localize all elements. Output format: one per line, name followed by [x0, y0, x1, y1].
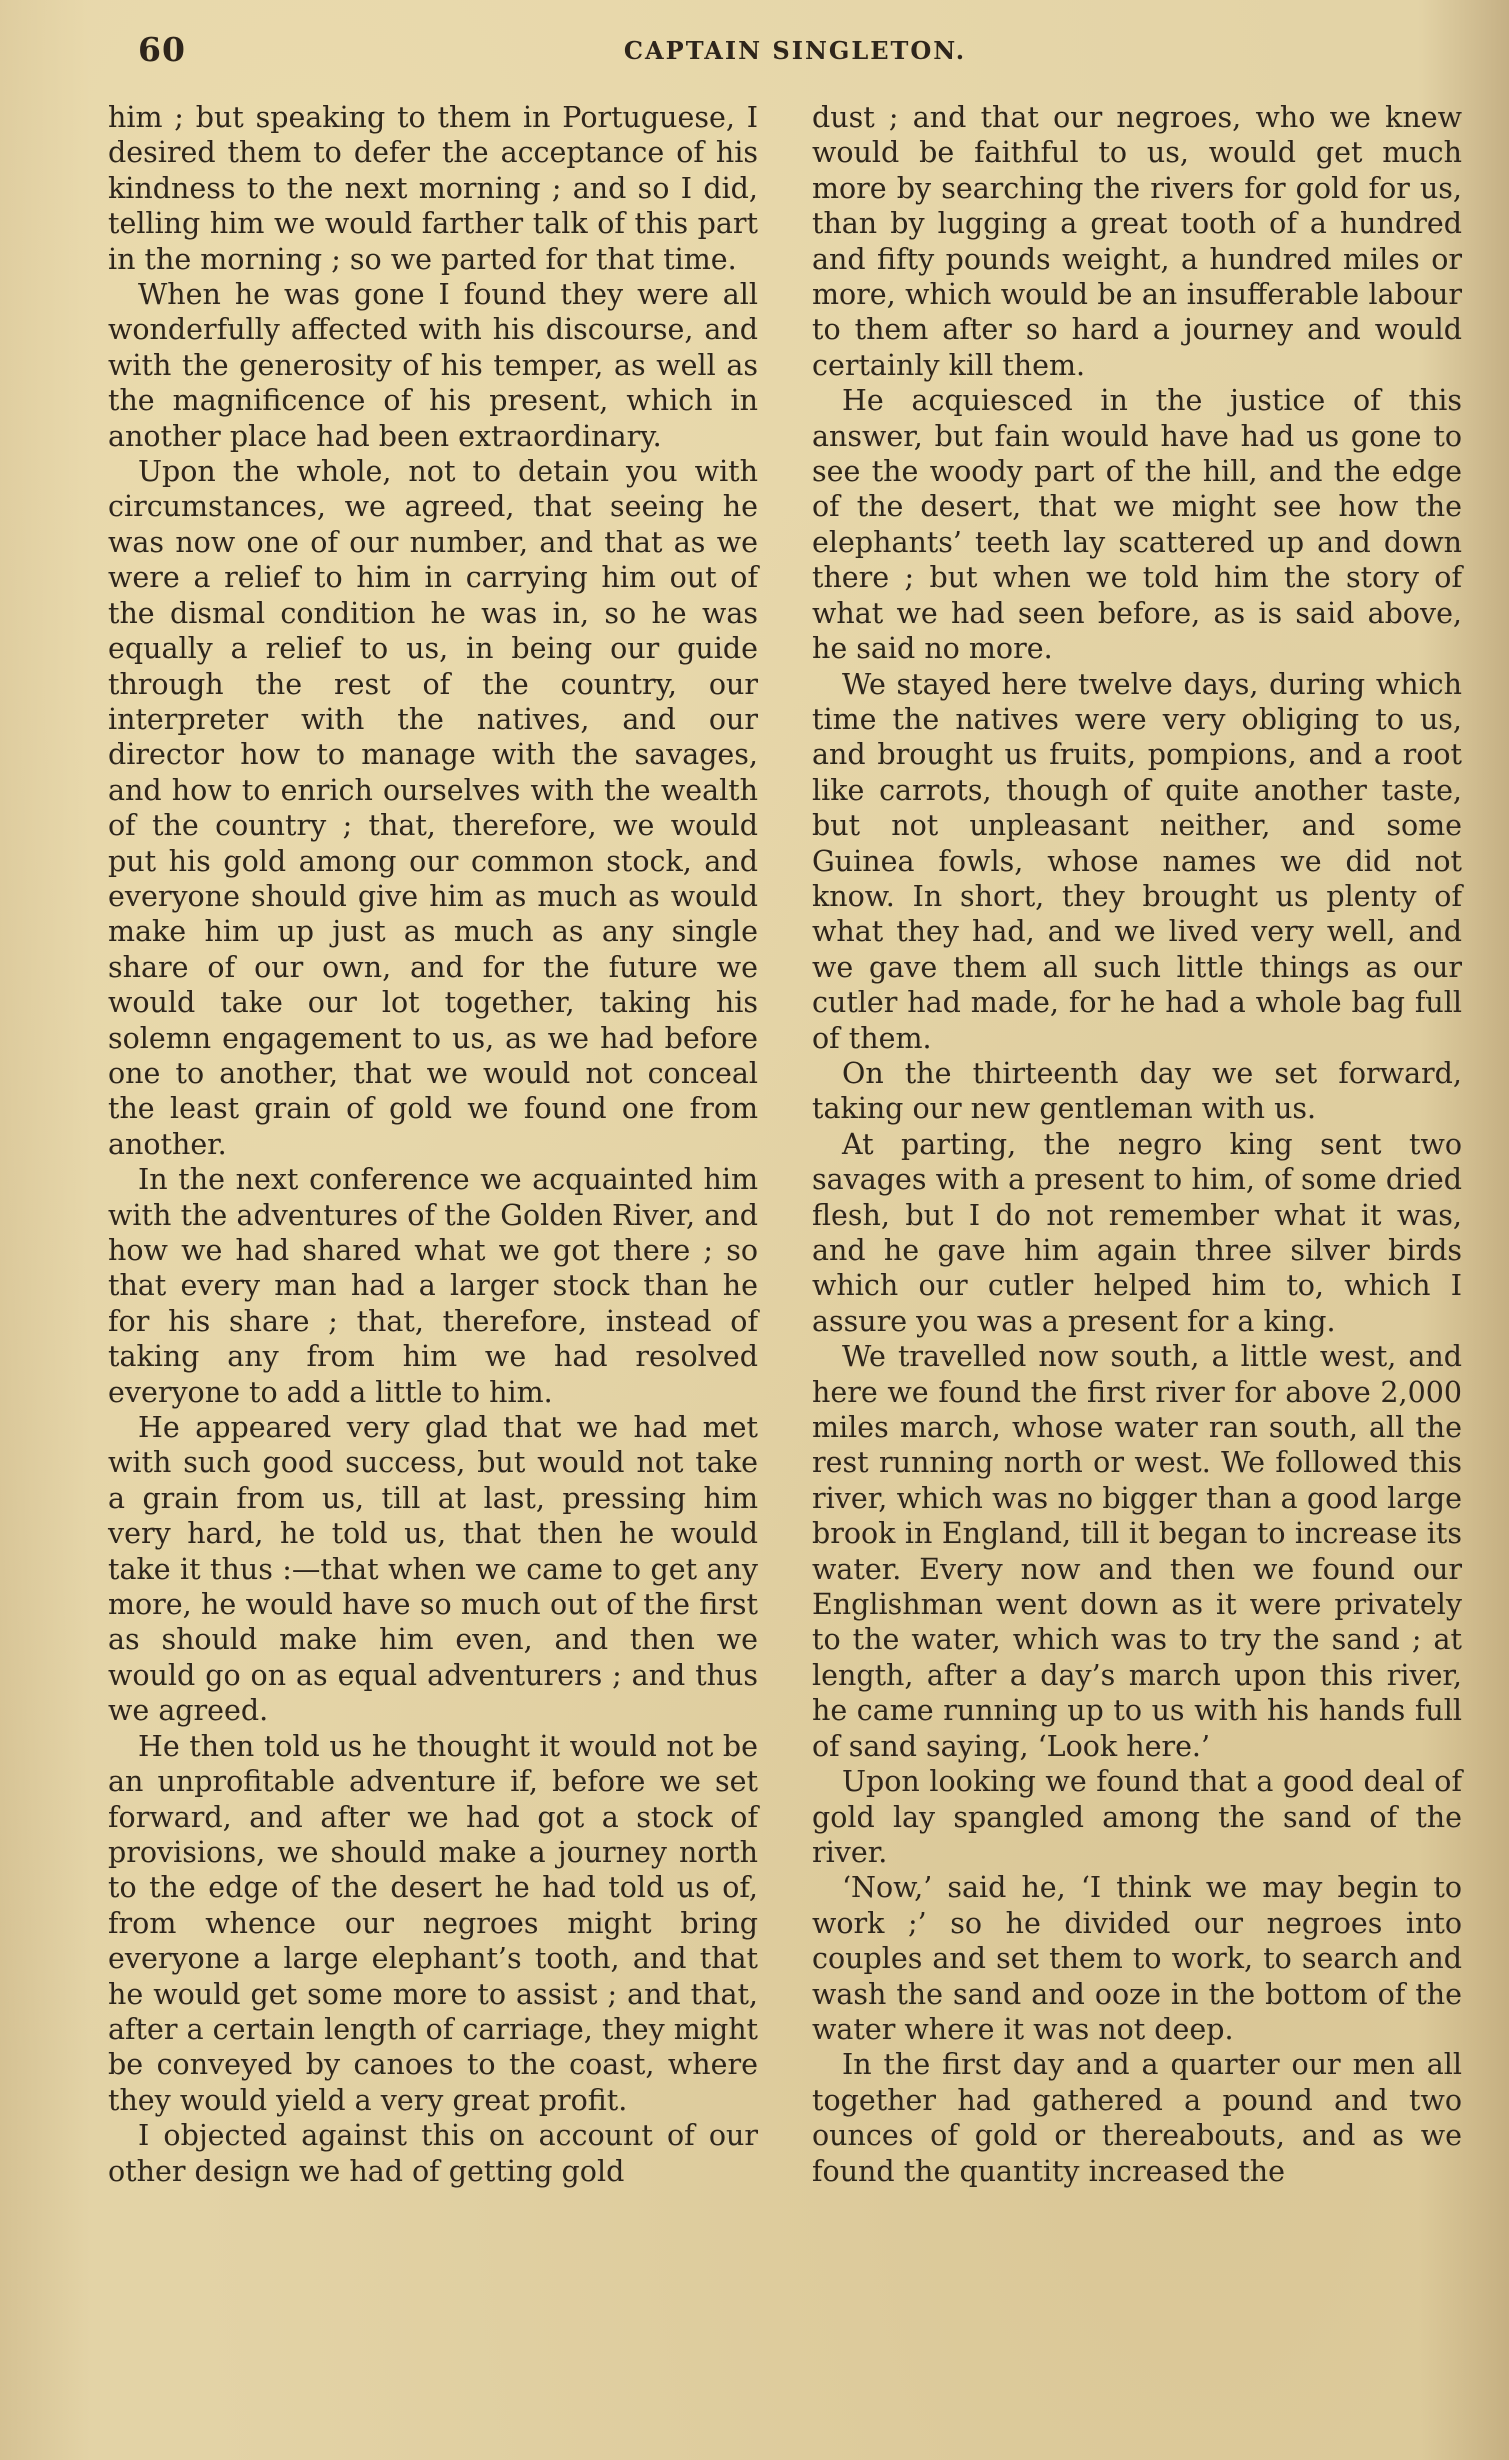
paragraph: When he was gone I found they were all wonderfully affected with his discourse, and with the generosity of his temper, as well as the magnificence of his present, which in another place had been extraordinary. — [108, 278, 758, 453]
paragraph: Upon the whole, not to detain you with circumstances, we agreed, that seeing he was now one of our number, and that as we were a relief to him in carrying him out of the dismal condition he was in, so he was equally a relief to us, in being our guide through the rest of the country, our interpreter with the natives, and our director how to manage with the savages, and how to enrich ourselves with the wealth of the country ; that, therefore, we would put his gold among our common stock, and everyone should give him as much as would make him up just as much as any single share of our own, and for the future we would take our lot together, taking his solemn engagement to us, as we had before one to another, that we would not conceal the least grain of gold we found one from another. — [108, 455, 758, 1161]
paragraph: We stayed here twelve days, during which time the natives were very obliging to us, and brought us fruits, pompions, and a root like carrots, though of quite another taste, but not unpleasant neither, and some Guinea fowls, whose names we did not know. In short, they brought us plenty of what they had, and we lived very well, and we gave them all such little things as our cutler had made, for he had a whole bag full of them. — [812, 667, 1462, 1055]
paragraph: In the first day and a quarter our men all together had gathered a pound and two ounces of gold or thereabouts, and as we found the quantity increased the — [812, 2048, 1462, 2188]
page-header — [130, 30, 1460, 82]
left-column — [108, 100, 758, 2189]
paragraph: At parting, the negro king sent two savages with a present to him, of some dried flesh, but I do not remember what it was, and he gave him again three silver birds which our cutler helped him to, which I assure you was a present for a king. — [812, 1127, 1462, 1338]
running-title: CAPTAIN SINGLETON. — [623, 36, 967, 65]
paragraph: On the thirteenth day we set forward, taking our new gentleman with us. — [812, 1056, 1462, 1126]
paragraph: dust ; and that our negroes, who we knew would be faithful to us, would get much more by searching the rivers for gold for us, than by lugging a great tooth of a hundred and fifty pounds weight, a hundred miles or more, which would be an insufferable labour to them after so hard a journey and would certainly kill them. — [812, 101, 1462, 382]
paragraph: He appeared very glad that we had met with such good success, but would not take a grain from us, till at last, pressing him very hard, he told us, that then he would take it thus :—that when we came to get any more, he would have so much out of the first as should make him even, and then we would go on as equal adventurers ; and thus we agreed. — [108, 1411, 758, 1728]
paragraph: We travelled now south, a little west, and here we found the first river for above 2,000 miles march, whose water ran south, all the rest running north or west. We followed this river, which was no bigger than a good large brook in England, till it began to increase its water. Every now and then we found our Englishman went down as it were privately to the water, which was to try the sand ; at length, after a day’s march upon this river, he came running up to us with his hands full of sand saying, ‘Look here.’ — [812, 1340, 1462, 1763]
paragraph: He acquiesced in the justice of this answer, but fain would have had us gone to see the woody part of the hill, and the edge of the desert, that we might see how the elephants’ teeth lay scattered up and down there ; but when we told him the story of what we had seen before, as is said above, he said no more. — [812, 384, 1462, 666]
paragraph: He then told us he thought it would not be an unprofitable adventure if, before we set forward, and after we had got a stock of provisions, we should make a journey north to the edge of the desert he had told us of, from whence our negroes might bring everyone a large elephant’s tooth, and that he would get some more to assist ; and that, after a certain length of carriage, they might be conveyed by canoes to the coast, where they would yield a very great profit. — [108, 1729, 758, 2117]
paragraph: In the next conference we acquainted him with the adventures of the Golden River, and how we had shared what we got there ; so that every man had a larger stock than he for his share ; that, therefore, instead of taking any from him we had resolved everyone to add a little to him. — [108, 1163, 758, 1409]
paragraph: ‘Now,’ said he, ‘I think we may begin to work ;’ so he divided our negroes into couples and set them to work, to search and wash the sand and ooze in the bottom of the water where it was not deep. — [812, 1871, 1462, 2046]
page-number: 60 — [138, 30, 186, 69]
right-column — [812, 100, 1462, 2189]
paragraph: I objected against this on account of our other design we had of getting gold — [108, 2119, 758, 2188]
paragraph: him ; but speaking to them in Portuguese, I desired them to defer the acceptance of his kindness to the next morning ; and so I did, telling him we would farther talk of this part in the morning ; so we parted for that time. — [108, 101, 758, 276]
paragraph: Upon looking we found that a good deal of gold lay spangled among the sand of the river. — [812, 1765, 1462, 1869]
